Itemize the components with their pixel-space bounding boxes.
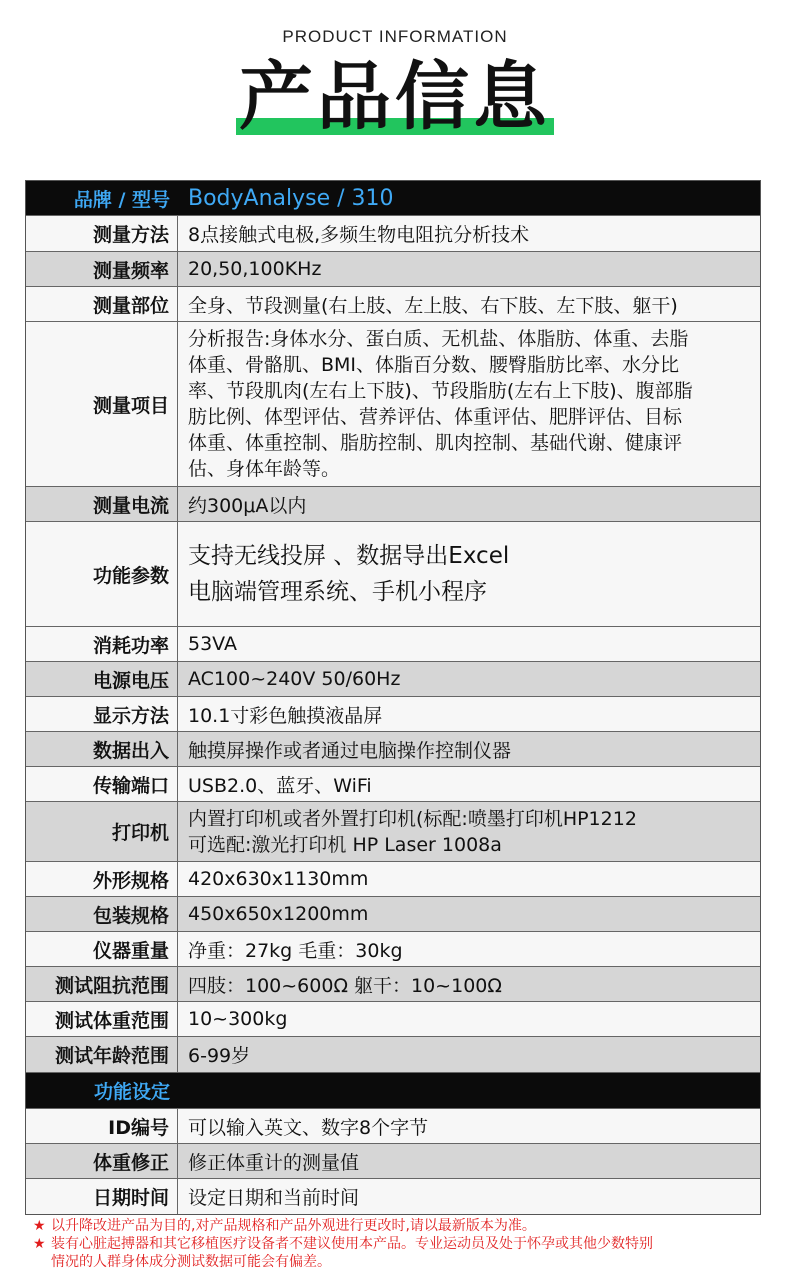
spec-label: 传输端口 (26, 767, 178, 801)
function-row (26, 1144, 760, 1179)
spec-row (26, 522, 760, 627)
spec-line: 肪比例、体型评估、营养评估、体重评估、肥胖评估、目标 (188, 406, 683, 428)
function-label: ID编号 (26, 1109, 178, 1143)
spec-row (26, 1037, 760, 1073)
page-header (0, 0, 790, 175)
spec-value: 53VA (188, 633, 237, 655)
spec-row (26, 487, 760, 522)
spec-label: 数据出入 (26, 732, 178, 766)
spec-table (25, 180, 761, 1215)
function-section-spacer (178, 1073, 760, 1108)
note-text: 以升降改进产品为目的,对产品规格和产品外观进行更改时,请以最新版本为准。 (51, 1218, 536, 1234)
spec-row (26, 932, 760, 967)
spec-value: 10.1寸彩色触摸液晶屏 (188, 704, 383, 727)
spec-label: 测量电流 (26, 487, 178, 521)
spec-label: 测量方法 (26, 216, 178, 251)
spec-label: 测试阻抗范围 (26, 967, 178, 1001)
note-text: 装有心脏起搏器和其它移植医疗设备者不建议使用本产品。专业运动员及处于怀孕或其他少数特别 (51, 1236, 653, 1252)
header-subtitle: PRODUCT INFORMATION (282, 27, 508, 46)
function-section-header (26, 1073, 760, 1109)
spec-value: USB2.0、蓝牙、WiFi (188, 774, 372, 797)
brand-label: 品牌 / 型号 (73, 188, 170, 211)
spec-label: 功能参数 (26, 522, 178, 626)
spec-row (26, 252, 760, 287)
disclaimer-notes (33, 1217, 773, 1271)
spec-row (26, 322, 760, 487)
spec-row (26, 967, 760, 1002)
spec-row (26, 662, 760, 697)
brand-value: BodyAnalyse / 310 (188, 185, 394, 211)
spec-label: 测量部位 (26, 287, 178, 321)
spec-value-multiline (178, 522, 760, 626)
function-label: 体重修正 (26, 1144, 178, 1178)
spec-value-multiline (178, 322, 760, 486)
star-icon: ★ (33, 1218, 46, 1234)
spec-label: 电源电压 (26, 662, 178, 696)
brand-row (26, 181, 760, 216)
spec-row (26, 1002, 760, 1037)
function-value: 可以输入英文、数字8个字节 (188, 1116, 429, 1139)
spec-label: 打印机 (26, 802, 178, 861)
spec-line: 体重、骨骼肌、BMI、体脂百分数、腰臀脂肪比率、水分比 (188, 354, 680, 376)
spec-value: 6-99岁 (188, 1045, 251, 1067)
spec-row (26, 862, 760, 897)
spec-value: 净重：27kg 毛重：30kg (188, 939, 403, 962)
spec-value: 20,50,100KHz (188, 258, 322, 280)
function-value: 设定日期和当前时间 (188, 1187, 360, 1209)
spec-row (26, 287, 760, 322)
spec-value: 450x650x1200mm (188, 903, 369, 925)
spec-row (26, 802, 760, 862)
spec-row (26, 216, 760, 252)
spec-label: 测量项目 (26, 322, 178, 486)
spec-label: 仪器重量 (26, 932, 178, 966)
spec-label: 包装规格 (26, 897, 178, 931)
spec-row (26, 697, 760, 732)
spec-line: 内置打印机或者外置打印机(标配:喷墨打印机HP1212 (188, 807, 637, 830)
spec-value: 10~300kg (188, 1008, 288, 1030)
star-icon: ★ (33, 1236, 46, 1252)
spec-line: 率、节段肌肉(左右上下肢)、节段脂肪(左右上下肢)、腹部脂 (188, 380, 693, 402)
function-section-title: 功能设定 (93, 1081, 170, 1103)
spec-row (26, 732, 760, 767)
note-indent (33, 1253, 51, 1271)
spec-value: 约300μA以内 (188, 494, 307, 517)
spec-line: 电脑端管理系统、手机小程序 (188, 579, 487, 605)
spec-line: 体重、体重控制、脂肪控制、肌肉控制、基础代谢、健康评 (188, 432, 683, 454)
spec-value: 420x630x1130mm (188, 868, 369, 890)
function-row (26, 1109, 760, 1144)
spec-label: 消耗功率 (26, 627, 178, 661)
header-title-text: 产品信息 (239, 54, 551, 140)
spec-line: 分析报告:身体水分、蛋白质、无机盐、体脂肪、体重、去脂 (188, 328, 689, 350)
function-row (26, 1179, 760, 1214)
spec-value: 全身、节段测量(右上肢、左上肢、右下肢、左下肢、躯干) (188, 294, 678, 317)
note-item (33, 1253, 773, 1271)
note-item (33, 1217, 773, 1235)
spec-value: 触摸屏操作或者通过电脑操作控制仪器 (188, 739, 512, 762)
spec-row (26, 767, 760, 802)
note-text: 情况的人群身体成分测试数据可能会有偏差。 (51, 1254, 331, 1270)
function-label: 日期时间 (26, 1179, 178, 1214)
spec-label: 显示方法 (26, 697, 178, 731)
spec-line: 估、身体年龄等。 (188, 458, 341, 480)
spec-row (26, 627, 760, 662)
spec-label: 测试年龄范围 (26, 1037, 178, 1072)
function-value: 修正体重计的测量值 (188, 1151, 360, 1174)
spec-label: 测试体重范围 (26, 1002, 178, 1036)
spec-value: 8点接触式电极,多频生物电阻抗分析技术 (188, 224, 530, 246)
spec-line: 可选配:激光打印机 HP Laser 1008a (188, 833, 502, 856)
spec-label: 外形规格 (26, 862, 178, 896)
spec-value: 四肢：100~600Ω 躯干：10~100Ω (188, 974, 502, 997)
spec-row (26, 897, 760, 932)
spec-label: 测量频率 (26, 252, 178, 286)
note-item (33, 1235, 773, 1253)
spec-line: 支持无线投屏 、数据导出Excel (188, 543, 510, 569)
spec-value-multiline (178, 802, 760, 861)
header-title (0, 52, 790, 142)
spec-value: AC100~240V 50/60Hz (188, 668, 401, 690)
